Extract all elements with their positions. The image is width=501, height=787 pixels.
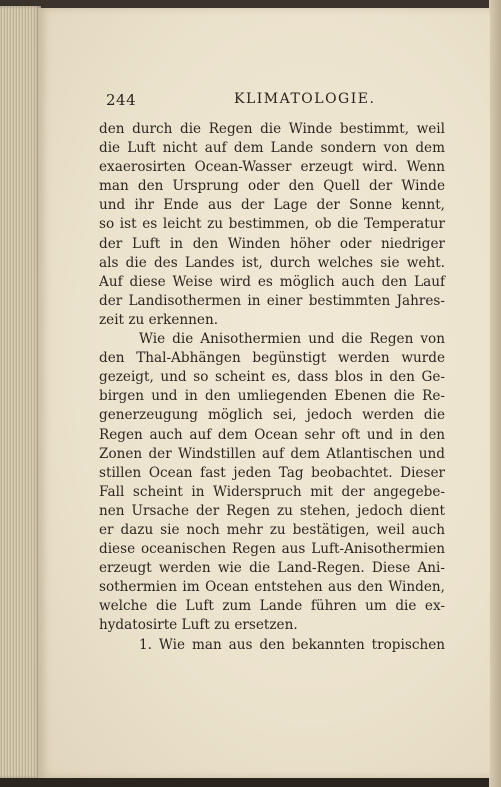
text-line: er dazu sie noch mehr zu bestätigen, weil auch (99, 521, 445, 538)
text-line: stillen Ocean fast jeden Tag beobachtet. Dieser (99, 464, 445, 481)
text-line: den Thal-Abhängen begünstigt werden wurde (99, 350, 445, 367)
text-line: sothermien im Ocean entstehen aus den Winden, (99, 579, 445, 596)
text-line: den durch die Regen die Winde bestimmt, weil (99, 121, 445, 137)
text-line: gezeigt, und so scheint es, dass blos in den Ge- (99, 369, 445, 386)
text-line: Wie die Anisothermien und die Regen von (139, 331, 445, 348)
text-line: und ihr Ende aus der Lage der Sonne kennt, (99, 197, 445, 214)
text-line: der Landisothermen in einer bestimmten Jahres- (99, 292, 445, 309)
text-line: hydatosirte Luft zu ersetzen. (99, 617, 298, 634)
text-line: Auf diese Weise wird es möglich auch den Lauf (99, 273, 445, 290)
page-number: 244 (106, 91, 137, 109)
text-line: man den Ursprung oder den Quell der Winde (99, 178, 445, 195)
text-line: als die des Landes ist, durch welches sie weht. (99, 254, 445, 271)
running-title: KLIMATOLOGIE. (234, 91, 376, 107)
text-line: nen Ursache der Regen zu stehen, jedoch dient (99, 502, 445, 519)
text-line: diese oceanischen Regen aus Luft-Anisothermien (99, 541, 445, 558)
text-line: Zonen der Windstillen auf dem Atlantischen und (99, 445, 445, 462)
text-line: 1. Wie man aus den bekannten tropischen (139, 636, 445, 653)
right-page-edge (489, 0, 501, 787)
body-text (99, 120, 445, 655)
text-line: die Luft nicht auf dem Lande sondern von dem (99, 140, 445, 157)
page-edges (0, 6, 41, 778)
text-line: zeit zu erkennen. (99, 311, 219, 328)
text-line: Regen auch auf dem Ocean sehr oft und in den (99, 426, 445, 443)
text-line: der Luft in den Winden höher oder niedriger (99, 235, 445, 252)
text-line: exaerosirten Ocean-Wasser erzeugt wird. Wenn (99, 159, 445, 176)
text-line: so ist es leicht zu bestimmen, ob die Temperatur (99, 216, 445, 233)
text-line: erzeugt werden wie die Land-Regen. Diese Ani- (99, 560, 445, 577)
text-line: welche die Luft zum Lande führen um die ex- (99, 598, 445, 615)
text-line: birgen und in den umliegenden Ebenen die Re- (99, 388, 445, 405)
text-line: Fall scheint in Widerspruch mit der angegebe- (99, 483, 445, 500)
page-header (106, 91, 446, 111)
text-line: generzeugung möglich sei, jedoch werden die (99, 407, 445, 424)
